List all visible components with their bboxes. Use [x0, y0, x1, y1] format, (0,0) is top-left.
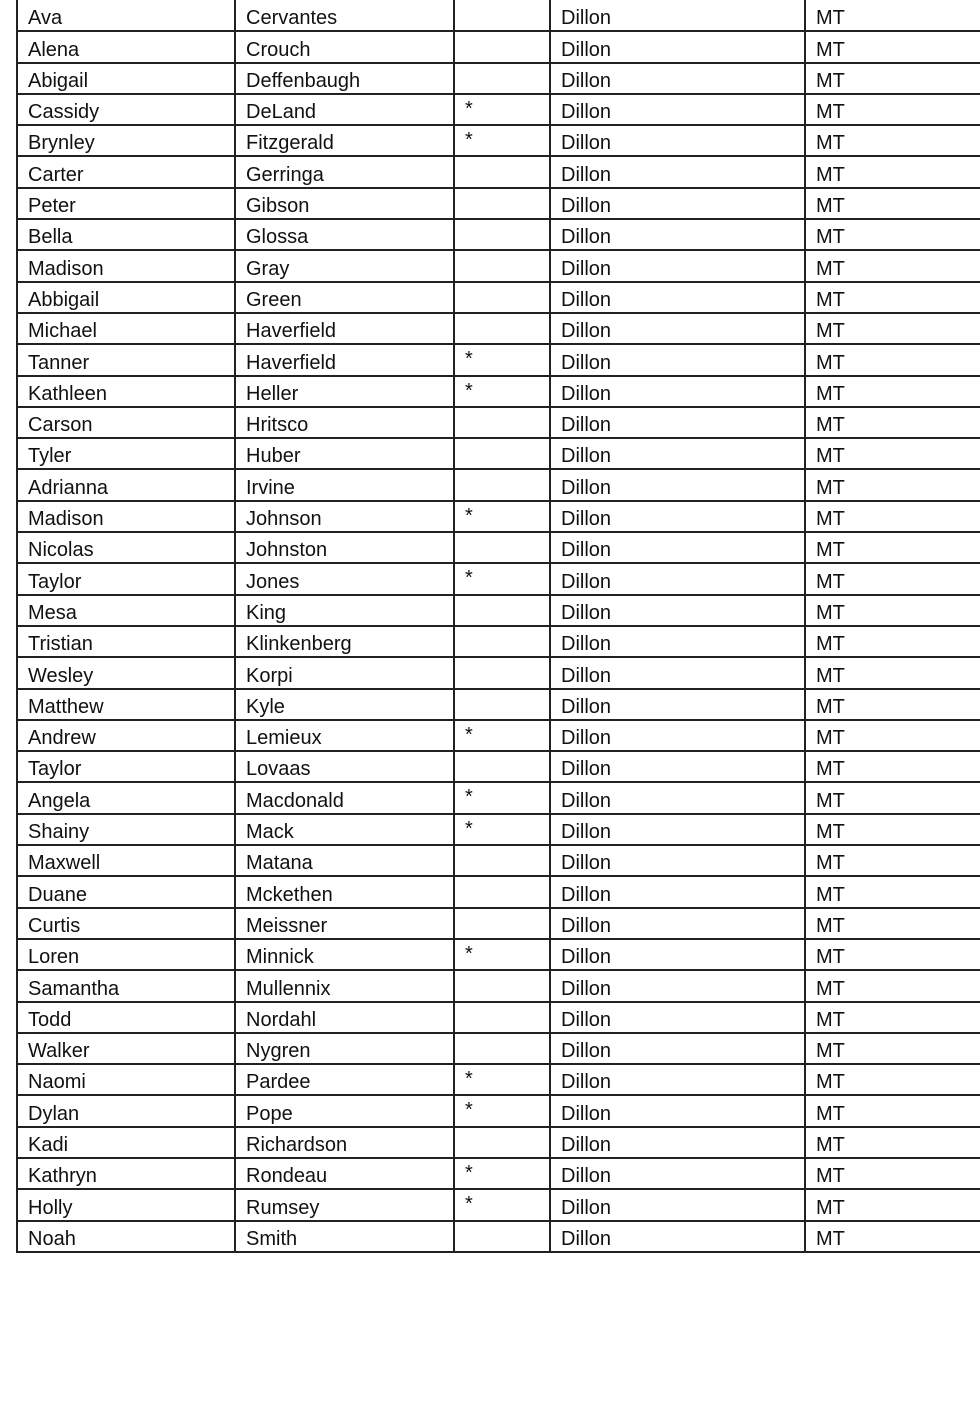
state-cell: MT [805, 720, 980, 751]
table-row [17, 407, 980, 438]
first-name-cell: Peter [17, 188, 235, 219]
mark-cell [454, 845, 550, 876]
first-name-cell: Ava [17, 0, 235, 31]
table-row [17, 908, 980, 939]
last-name-cell: Crouch [235, 31, 454, 62]
table-row [17, 720, 980, 751]
state-cell: MT [805, 282, 980, 313]
last-name-cell: Glossa [235, 219, 454, 250]
first-name-cell: Dylan [17, 1095, 235, 1126]
table-row [17, 469, 980, 500]
first-name-cell: Madison [17, 501, 235, 532]
last-name-cell: Richardson [235, 1127, 454, 1158]
state-cell: MT [805, 313, 980, 344]
mark-cell [454, 31, 550, 62]
city-cell: Dillon [550, 876, 805, 907]
city-cell: Dillon [550, 469, 805, 500]
mark-cell [454, 751, 550, 782]
city-cell: Dillon [550, 313, 805, 344]
state-cell: MT [805, 845, 980, 876]
mark-cell [454, 1127, 550, 1158]
mark-cell [454, 63, 550, 94]
city-cell: Dillon [550, 532, 805, 563]
first-name-cell: Wesley [17, 657, 235, 688]
table-row [17, 657, 980, 688]
first-name-cell: Todd [17, 1002, 235, 1033]
city-cell: Dillon [550, 689, 805, 720]
mark-cell [454, 407, 550, 438]
table-row [17, 1095, 980, 1126]
last-name-cell: Irvine [235, 469, 454, 500]
first-name-cell: Kadi [17, 1127, 235, 1158]
last-name-cell: Huber [235, 438, 454, 469]
table-row [17, 532, 980, 563]
first-name-cell: Tristian [17, 626, 235, 657]
state-cell: MT [805, 1221, 980, 1252]
table-row [17, 31, 980, 62]
state-cell: MT [805, 438, 980, 469]
city-cell: Dillon [550, 845, 805, 876]
table-row [17, 626, 980, 657]
mark-cell: * [454, 1095, 550, 1126]
first-name-cell: Alena [17, 31, 235, 62]
mark-cell [454, 876, 550, 907]
last-name-cell: Gerringa [235, 156, 454, 187]
state-cell: MT [805, 376, 980, 407]
mark-cell: * [454, 344, 550, 375]
state-cell: MT [805, 94, 980, 125]
last-name-cell: Gray [235, 250, 454, 281]
mark-cell: * [454, 1189, 550, 1220]
city-cell: Dillon [550, 125, 805, 156]
first-name-cell: Curtis [17, 908, 235, 939]
city-cell: Dillon [550, 1189, 805, 1220]
last-name-cell: Pardee [235, 1064, 454, 1095]
mark-cell: * [454, 1064, 550, 1095]
last-name-cell: Cervantes [235, 0, 454, 31]
table-row [17, 876, 980, 907]
city-cell: Dillon [550, 250, 805, 281]
table-row [17, 1189, 980, 1220]
first-name-cell: Adrianna [17, 469, 235, 500]
city-cell: Dillon [550, 156, 805, 187]
city-cell: Dillon [550, 501, 805, 532]
last-name-cell: Matana [235, 845, 454, 876]
table-row [17, 94, 980, 125]
state-cell: MT [805, 782, 980, 813]
city-cell: Dillon [550, 939, 805, 970]
table-row [17, 563, 980, 594]
last-name-cell: Mack [235, 814, 454, 845]
first-name-cell: Maxwell [17, 845, 235, 876]
mark-cell [454, 250, 550, 281]
state-cell: MT [805, 1127, 980, 1158]
table-row [17, 438, 980, 469]
state-cell: MT [805, 63, 980, 94]
table-row [17, 814, 980, 845]
table-row [17, 1064, 980, 1095]
city-cell: Dillon [550, 31, 805, 62]
first-name-cell: Carter [17, 156, 235, 187]
table-row [17, 344, 980, 375]
last-name-cell: Nygren [235, 1033, 454, 1064]
city-cell: Dillon [550, 188, 805, 219]
first-name-cell: Samantha [17, 970, 235, 1001]
state-cell: MT [805, 532, 980, 563]
table-row [17, 782, 980, 813]
table-row [17, 595, 980, 626]
state-cell: MT [805, 31, 980, 62]
table-row [17, 751, 980, 782]
last-name-cell: Smith [235, 1221, 454, 1252]
roster-body [17, 0, 980, 1252]
mark-cell [454, 626, 550, 657]
last-name-cell: Fitzgerald [235, 125, 454, 156]
state-cell: MT [805, 125, 980, 156]
state-cell: MT [805, 908, 980, 939]
last-name-cell: Meissner [235, 908, 454, 939]
state-cell: MT [805, 689, 980, 720]
state-cell: MT [805, 970, 980, 1001]
city-cell: Dillon [550, 814, 805, 845]
last-name-cell: Heller [235, 376, 454, 407]
last-name-cell: Pope [235, 1095, 454, 1126]
last-name-cell: Nordahl [235, 1002, 454, 1033]
city-cell: Dillon [550, 970, 805, 1001]
state-cell: MT [805, 657, 980, 688]
table-row [17, 501, 980, 532]
table-row [17, 313, 980, 344]
first-name-cell: Walker [17, 1033, 235, 1064]
first-name-cell: Taylor [17, 751, 235, 782]
first-name-cell: Kathryn [17, 1158, 235, 1189]
state-cell: MT [805, 876, 980, 907]
city-cell: Dillon [550, 344, 805, 375]
last-name-cell: Johnston [235, 532, 454, 563]
city-cell: Dillon [550, 751, 805, 782]
mark-cell: * [454, 782, 550, 813]
last-name-cell: Lovaas [235, 751, 454, 782]
first-name-cell: Nicolas [17, 532, 235, 563]
last-name-cell: Klinkenberg [235, 626, 454, 657]
mark-cell: * [454, 563, 550, 594]
mark-cell: * [454, 125, 550, 156]
city-cell: Dillon [550, 407, 805, 438]
first-name-cell: Noah [17, 1221, 235, 1252]
table-row [17, 1002, 980, 1033]
state-cell: MT [805, 751, 980, 782]
state-cell: MT [805, 219, 980, 250]
city-cell: Dillon [550, 1095, 805, 1126]
first-name-cell: Holly [17, 1189, 235, 1220]
state-cell: MT [805, 1033, 980, 1064]
state-cell: MT [805, 563, 980, 594]
last-name-cell: Mullennix [235, 970, 454, 1001]
state-cell: MT [805, 814, 980, 845]
mark-cell [454, 0, 550, 31]
state-cell: MT [805, 407, 980, 438]
city-cell: Dillon [550, 657, 805, 688]
last-name-cell: Mckethen [235, 876, 454, 907]
city-cell: Dillon [550, 219, 805, 250]
table-row [17, 219, 980, 250]
table-row [17, 845, 980, 876]
first-name-cell: Mesa [17, 595, 235, 626]
city-cell: Dillon [550, 563, 805, 594]
mark-cell: * [454, 814, 550, 845]
first-name-cell: Naomi [17, 1064, 235, 1095]
state-cell: MT [805, 156, 980, 187]
city-cell: Dillon [550, 0, 805, 31]
state-cell: MT [805, 501, 980, 532]
last-name-cell: Rondeau [235, 1158, 454, 1189]
first-name-cell: Tanner [17, 344, 235, 375]
mark-cell [454, 908, 550, 939]
mark-cell [454, 219, 550, 250]
state-cell: MT [805, 0, 980, 31]
last-name-cell: Deffenbaugh [235, 63, 454, 94]
last-name-cell: Rumsey [235, 1189, 454, 1220]
table-row [17, 1033, 980, 1064]
first-name-cell: Brynley [17, 125, 235, 156]
state-cell: MT [805, 595, 980, 626]
last-name-cell: DeLand [235, 94, 454, 125]
mark-cell [454, 313, 550, 344]
city-cell: Dillon [550, 1158, 805, 1189]
mark-cell [454, 438, 550, 469]
first-name-cell: Duane [17, 876, 235, 907]
state-cell: MT [805, 1002, 980, 1033]
city-cell: Dillon [550, 282, 805, 313]
first-name-cell: Shainy [17, 814, 235, 845]
roster-table [16, 0, 980, 1253]
table-row [17, 376, 980, 407]
city-cell: Dillon [550, 1064, 805, 1095]
state-cell: MT [805, 250, 980, 281]
mark-cell: * [454, 376, 550, 407]
table-row [17, 1221, 980, 1252]
table-row [17, 282, 980, 313]
first-name-cell: Abbigail [17, 282, 235, 313]
city-cell: Dillon [550, 1002, 805, 1033]
city-cell: Dillon [550, 1127, 805, 1158]
city-cell: Dillon [550, 376, 805, 407]
table-row [17, 125, 980, 156]
table-row [17, 188, 980, 219]
first-name-cell: Michael [17, 313, 235, 344]
table-row [17, 156, 980, 187]
mark-cell: * [454, 501, 550, 532]
state-cell: MT [805, 626, 980, 657]
state-cell: MT [805, 469, 980, 500]
mark-cell [454, 1221, 550, 1252]
first-name-cell: Madison [17, 250, 235, 281]
city-cell: Dillon [550, 908, 805, 939]
last-name-cell: Korpi [235, 657, 454, 688]
table-row [17, 63, 980, 94]
last-name-cell: King [235, 595, 454, 626]
first-name-cell: Taylor [17, 563, 235, 594]
first-name-cell: Andrew [17, 720, 235, 751]
state-cell: MT [805, 1189, 980, 1220]
table-row [17, 250, 980, 281]
mark-cell [454, 595, 550, 626]
first-name-cell: Angela [17, 782, 235, 813]
last-name-cell: Johnson [235, 501, 454, 532]
first-name-cell: Bella [17, 219, 235, 250]
state-cell: MT [805, 939, 980, 970]
mark-cell [454, 188, 550, 219]
table-row [17, 939, 980, 970]
table-row [17, 970, 980, 1001]
first-name-cell: Abigail [17, 63, 235, 94]
first-name-cell: Tyler [17, 438, 235, 469]
city-cell: Dillon [550, 720, 805, 751]
state-cell: MT [805, 1158, 980, 1189]
first-name-cell: Kathleen [17, 376, 235, 407]
mark-cell [454, 532, 550, 563]
mark-cell [454, 156, 550, 187]
first-name-cell: Matthew [17, 689, 235, 720]
mark-cell [454, 657, 550, 688]
mark-cell [454, 970, 550, 1001]
mark-cell [454, 689, 550, 720]
last-name-cell: Haverfield [235, 313, 454, 344]
last-name-cell: Hritsco [235, 407, 454, 438]
first-name-cell: Cassidy [17, 94, 235, 125]
city-cell: Dillon [550, 1033, 805, 1064]
last-name-cell: Jones [235, 563, 454, 594]
table-row [17, 1158, 980, 1189]
last-name-cell: Gibson [235, 188, 454, 219]
table-row [17, 1127, 980, 1158]
last-name-cell: Macdonald [235, 782, 454, 813]
city-cell: Dillon [550, 1221, 805, 1252]
table-row [17, 689, 980, 720]
state-cell: MT [805, 188, 980, 219]
mark-cell: * [454, 94, 550, 125]
city-cell: Dillon [550, 438, 805, 469]
mark-cell: * [454, 720, 550, 751]
last-name-cell: Green [235, 282, 454, 313]
state-cell: MT [805, 344, 980, 375]
last-name-cell: Kyle [235, 689, 454, 720]
mark-cell: * [454, 939, 550, 970]
mark-cell [454, 469, 550, 500]
table-row [17, 0, 980, 31]
last-name-cell: Lemieux [235, 720, 454, 751]
mark-cell [454, 282, 550, 313]
first-name-cell: Loren [17, 939, 235, 970]
city-cell: Dillon [550, 782, 805, 813]
last-name-cell: Haverfield [235, 344, 454, 375]
city-cell: Dillon [550, 626, 805, 657]
city-cell: Dillon [550, 63, 805, 94]
city-cell: Dillon [550, 595, 805, 626]
mark-cell: * [454, 1158, 550, 1189]
state-cell: MT [805, 1064, 980, 1095]
state-cell: MT [805, 1095, 980, 1126]
last-name-cell: Minnick [235, 939, 454, 970]
city-cell: Dillon [550, 94, 805, 125]
mark-cell [454, 1002, 550, 1033]
mark-cell [454, 1033, 550, 1064]
first-name-cell: Carson [17, 407, 235, 438]
